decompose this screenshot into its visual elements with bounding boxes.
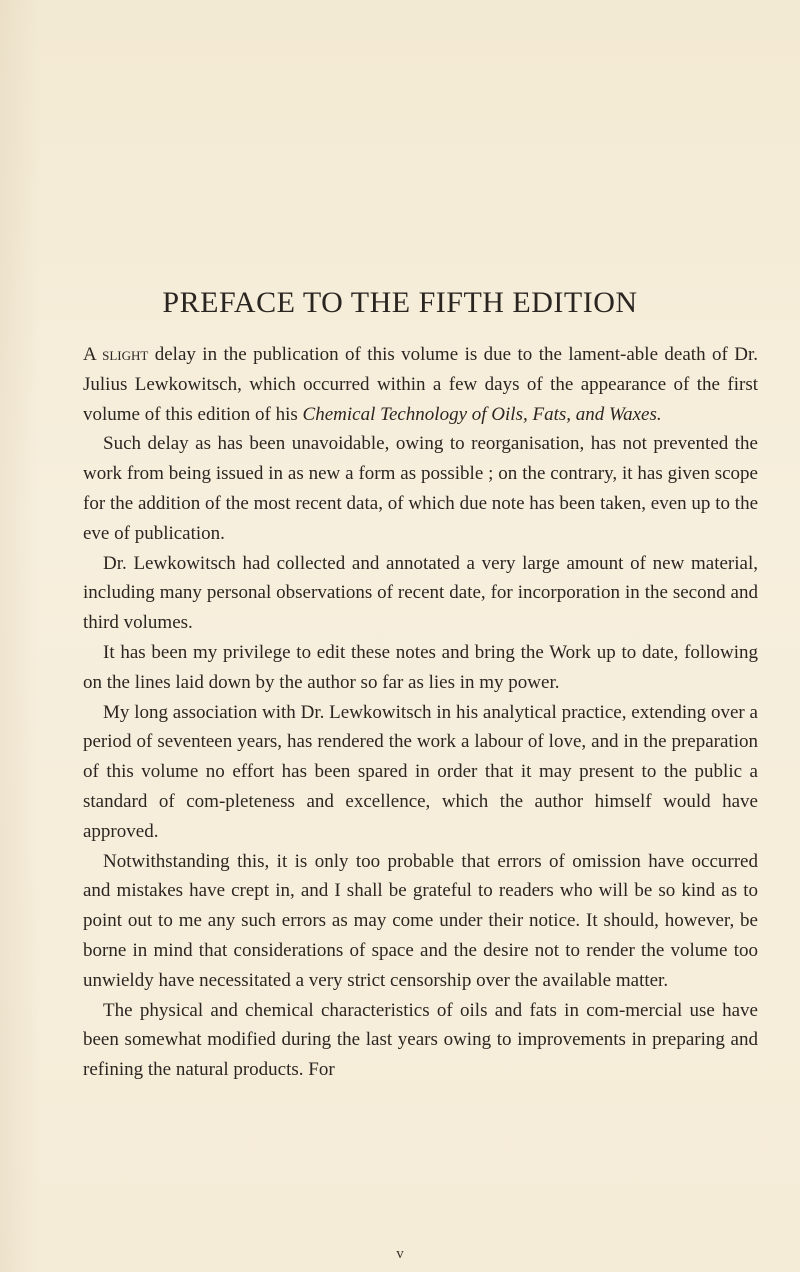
- paragraph-1-text: delay in the publication of this volume is due to the lament-able death of Dr. Julius Lewkowitsch, which occurred within a few days of the appearance of the first volume of this edition of his: [83, 344, 758, 425]
- page-number: v: [396, 1246, 404, 1262]
- paragraph-1-lead-caps: slight: [102, 344, 149, 365]
- preface-body: [83, 340, 758, 1085]
- paragraph-6: Notwithstanding this, it is only too probable that errors of omission have occurred and mistakes have crept in, and I shall be grateful to readers who will be so kind as to point out to me any such errors as may come under their notice. It should, however, be borne in mind that considerations of space and the desire not to render the volume too unwieldy have necessitated a very strict censorship over the available matter.: [83, 850, 758, 991]
- paragraph-1-lead: A: [83, 344, 96, 365]
- paragraph-4: It has been my privilege to edit these notes and bring the Work up to date, following on the lines laid down by the author so far as lies in my power.: [83, 641, 758, 693]
- paragraph-5: My long association with Dr. Lewkowitsch in his analytical practice, extending over a period of seventeen years, has rendered the work a labour of love, and in the preparation of this volume no effort has been spared in order that it may present to the public a standard of com-pleteness and excellence, which the author himself would have approved.: [83, 701, 758, 842]
- paragraph-3: Dr. Lewkowitsch had collected and annotated a very large amount of new material, including many personal observations of recent date, for incorporation in the second and third volumes.: [83, 552, 758, 634]
- page-title: PREFACE TO THE FIFTH EDITION: [162, 286, 638, 319]
- paragraph-1: [83, 340, 758, 429]
- book-title-italic: Chemical Technology of Oils, Fats, and Waxes.: [302, 403, 662, 425]
- paragraph-7: The physical and chemical characteristics of oils and fats in com-mercial use have been somewhat modified during the last years owing to improvements in preparing and refining the natural products. For: [83, 999, 758, 1081]
- paragraph-2: Such delay as has been unavoidable, owing to reorganisation, has not prevented the work from being issued in as new a form as possible ; on the contrary, it has given scope for the addition of the most recent data, of which due note has been taken, even up to the eve of publication.: [83, 433, 758, 544]
